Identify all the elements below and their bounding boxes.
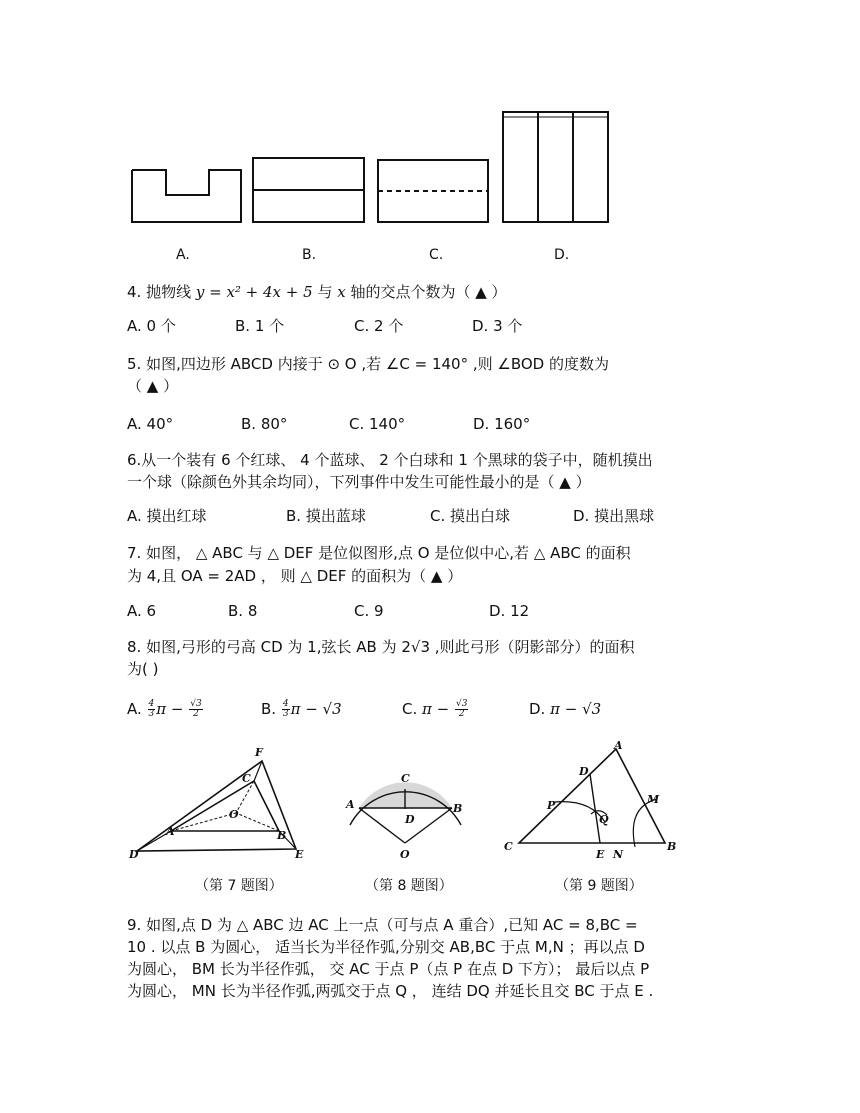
q8-option-c-label: C. [402, 700, 418, 718]
fig8-label-a: A [346, 798, 355, 811]
q4-variable: x [337, 283, 346, 301]
fig7-label-b: B [277, 829, 287, 842]
q9-line-3: 为圆心， BM 长为半径作弧， 交 AC 于点 P（点 P 在点 D 下方）； 最后以点 P [127, 960, 650, 978]
q6-option-a: A. 摸出红球 [127, 507, 207, 525]
q6-option-c: C. 摸出白球 [430, 507, 511, 525]
q8-option-a-frac [148, 700, 156, 719]
q6-option-b: B. 摸出蓝球 [286, 507, 366, 525]
fig7-label-f: F [255, 746, 263, 759]
q4-prefix: 4. 抛物线 [127, 283, 196, 301]
q7-line-2: 为 4,且 OA = 2AD ， 则 △ DEF 的面积为（ ▲ ） [127, 567, 463, 585]
q4-stem [127, 281, 507, 303]
frac-numerator: 4 [282, 699, 289, 709]
fig9-label-p: P [547, 799, 556, 812]
fig7-label-e: E [295, 848, 304, 861]
figure-9 [495, 737, 695, 862]
figure-8 [340, 765, 470, 865]
q7-option-d: D. 12 [489, 602, 530, 620]
fig7-label-c: C [242, 772, 251, 785]
views-figure [125, 105, 625, 230]
view-a-shape [132, 170, 241, 222]
view-a-label: A. [176, 247, 190, 263]
q7-option-b: B. 8 [228, 602, 258, 620]
fig9-label-m: M [647, 793, 660, 806]
view-d-shape [503, 112, 608, 222]
frac-denominator: 3 [148, 709, 155, 719]
frac-denominator: 2 [458, 709, 465, 719]
frac-denominator: 3 [282, 709, 289, 719]
q5-line-1: 5. 如图,四边形 ABCD 内接于 ⊙ O ,若 ∠C = 140° ,则 ∠BOD 的度数为 [127, 355, 609, 373]
fig8-label-c: C [401, 772, 410, 785]
view-c-label: C. [429, 247, 444, 263]
q5-option-b: B. 80° [241, 415, 288, 433]
fig9-label-a: A [614, 739, 623, 752]
q4-option-d: D. 3 个 [472, 317, 523, 335]
q7-line-1: 7. 如图， △ ABC 与 △ DEF 是位似图形,点 O 是位似中心,若 △ ABC 的面积 [127, 544, 631, 562]
q6-line-2: 一个球（除颜色外其余均同），下列事件中发生可能性最小的是（ ▲ ） [127, 473, 591, 491]
figure-7 [125, 745, 315, 865]
q8-option-d [529, 698, 601, 720]
q9-line-4: 为圆心， MN 长为半径作弧,两弧交于点 Q ， 连结 DQ 并延长且交 BC 于点 E . [127, 982, 654, 1000]
view-b-label: B. [302, 247, 317, 263]
q8-option-a-frac2 [189, 700, 202, 719]
q8-option-c-frac2 [455, 700, 468, 719]
q8-option-b-label: B. [261, 700, 277, 718]
q4-middle: 与 [312, 283, 338, 301]
frac-numerator: √3 [190, 699, 202, 709]
q8-line-1: 8. 如图,弓形的弓高 CD 为 1,弦长 AB 为 2√3 ,则此弓形（阴影部分）的面积 [127, 638, 635, 656]
fig9-label-d: D [579, 765, 589, 778]
frac-numerator: √3 [456, 699, 468, 709]
fig9-label-c: C [504, 840, 513, 853]
q9-line-2: 10 . 以点 B 为圆心， 适当长为半径作弧,分别交 AB,BC 于点 M,N ；再以点 D [127, 938, 645, 956]
fig8-label-o: O [400, 848, 410, 861]
q8-option-b [261, 698, 342, 720]
q7-option-c: C. 9 [354, 602, 384, 620]
q8-option-d-mid: π − √3 [550, 700, 602, 718]
view-d-label: D. [554, 247, 570, 263]
q8-option-a-mid: π − [156, 700, 184, 718]
q6-option-d: D. 摸出黑球 [573, 507, 655, 525]
q8-option-d-label: D. [529, 700, 546, 718]
fig7-label-o: O [229, 808, 239, 821]
q8-option-b-mid: π − √3 [290, 700, 342, 718]
q8-option-c [402, 698, 469, 720]
triangle-abc [519, 749, 665, 843]
q4-option-b: B. 1 个 [235, 317, 285, 335]
q4-expression: y = x² + 4x + 5 [195, 283, 313, 301]
arc-p [555, 802, 605, 822]
q7-option-a: A. 6 [127, 602, 157, 620]
q6-line-1: 6.从一个装有 6 个红球、 4 个蓝球、 2 个白球和 1 个黑球的袋子中，随机摸出 [127, 451, 653, 469]
figure-7-caption: （第 7 题图） [195, 878, 283, 894]
q8-option-a-label: A. [127, 700, 142, 718]
q4-suffix: 轴的交点个数为（ ▲ ） [345, 283, 507, 301]
q8-line-2: 为( ) [127, 660, 159, 678]
fig9-label-e: E [596, 848, 605, 861]
q8-option-a [127, 698, 204, 720]
q4-option-c: C. 2 个 [354, 317, 404, 335]
q8-option-c-mid: π − [422, 700, 450, 718]
q5-option-d: D. 160° [473, 415, 531, 433]
q5-option-a: A. 40° [127, 415, 174, 433]
q9-line-1: 9. 如图,点 D 为 △ ABC 边 AC 上一点（可与点 A 重合）,已知 AC = 8,BC = [127, 916, 638, 934]
q4-option-a: A. 0 个 [127, 317, 176, 335]
frac-numerator: 4 [148, 699, 155, 709]
fig9-label-q: Q [599, 813, 609, 826]
fig8-label-b: B [453, 802, 463, 815]
fig8-label-d: D [405, 813, 415, 826]
figure-8-caption: （第 8 题图） [365, 878, 453, 894]
q8-option-b-frac [282, 700, 290, 719]
fig9-label-n: N [613, 848, 624, 861]
q5-option-c: C. 140° [349, 415, 406, 433]
fig9-label-b: B [667, 840, 677, 853]
radius-oa [359, 808, 405, 843]
q5-line-2: （ ▲ ） [127, 377, 179, 395]
fig7-label-a: A [166, 825, 175, 838]
frac-denominator: 2 [193, 709, 199, 719]
fig7-label-d: D [129, 848, 139, 861]
figure-9-caption: （第 9 题图） [555, 878, 643, 894]
